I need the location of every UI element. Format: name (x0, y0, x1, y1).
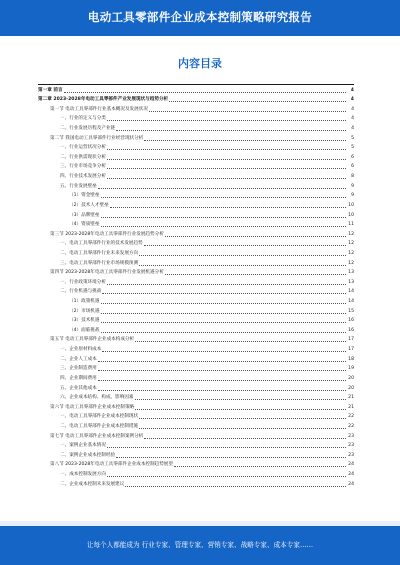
toc-entry-label: 第二章 2023-2028年电动工具零部件产业发展现状与趋势分析 (38, 97, 169, 103)
toc-leader-dots (101, 330, 347, 333)
toc-entry-label: 一、企业原材料成本 (60, 347, 102, 353)
toc-entry-page: 20 (348, 375, 354, 381)
toc-entry-page: 17 (348, 337, 354, 343)
toc-entry[interactable] (38, 306, 354, 316)
toc-entry[interactable] (38, 152, 354, 162)
toc-entry-page: 4 (351, 116, 354, 122)
toc-entry-label: （2）市场机遇 (69, 308, 100, 314)
toc-leader-dots (107, 474, 346, 477)
toc-entry-page: 4 (350, 97, 354, 103)
toc-leader-dots (107, 147, 346, 150)
toc-leader-dots (98, 388, 346, 391)
toc-entry[interactable] (38, 479, 354, 489)
toc-entry-label: 一、行业政策环境分析 (60, 279, 106, 285)
toc-entry-label: 四、企业期间费用 (60, 375, 97, 381)
toc-leader-dots (139, 426, 346, 429)
toc-leader-dots (116, 128, 346, 131)
toc-entry[interactable] (38, 171, 354, 181)
toc-entry-label: 二、企业人工成本 (60, 356, 97, 362)
toc-entry-label: 第八节 2023-2028年电动工具零部件企业成本控制趋势展望 (50, 462, 173, 468)
toc-leader-dots (101, 215, 347, 218)
toc-leader-dots (139, 263, 346, 266)
toc-entry-label: 一、电动工具零部件企业成本控制现状 (60, 414, 139, 420)
toc-entry-label: 第四节 2023-2028年电动工具零部件行业发展机遇分析 (50, 270, 164, 276)
toc-entry[interactable] (38, 95, 354, 105)
toc-entry-page: 22 (348, 423, 354, 429)
footer-strip (0, 521, 400, 526)
toc-entry-page: 13 (348, 279, 354, 285)
toc-leader-dots (116, 455, 346, 458)
toc-entry[interactable] (38, 123, 354, 133)
toc-leader-dots (64, 90, 346, 93)
toc-entry[interactable] (38, 85, 354, 95)
toc-entry[interactable] (38, 191, 354, 201)
toc-entry[interactable] (38, 383, 354, 393)
toc-heading: 内容目录 (178, 57, 222, 70)
toc-entry-page: 17 (348, 347, 354, 353)
toc-entry[interactable] (38, 441, 354, 451)
toc-entry-page: 5 (351, 145, 354, 151)
toc-entry-label: 三、企业制造费用 (60, 366, 97, 372)
toc-entry[interactable] (38, 287, 354, 297)
toc-entry-page: 8 (351, 174, 354, 180)
toc-entry-page: 12 (348, 231, 354, 237)
toc-entry-label: 第七节 电动工具零部件企业成本控制案例分析 (50, 433, 144, 439)
toc-entry-page: 14 (348, 289, 354, 295)
toc-entry-label: 二、行业供需现状分析 (60, 154, 106, 160)
toc-entry[interactable] (38, 239, 354, 249)
toc-leader-dots (135, 407, 346, 410)
footer-slogan: 让每个人都能成为 行业专家、管理专家、营销专家、战略专家、成本专家…… (86, 541, 314, 549)
toc-leader-dots (139, 253, 346, 256)
toc-entry-label: 第六节 电动工具零部件企业成本控制策略 (50, 404, 135, 410)
toc-entry-label: 第五节 电动工具零部件企业成本构成分析 (50, 337, 135, 343)
toc-entry-page: 23 (348, 433, 354, 439)
toc-entry-page: 10 (348, 212, 354, 218)
toc-entry-label: 二、行业发展历程及产业链 (60, 126, 116, 132)
toc-entry-page: 20 (348, 385, 354, 391)
toc-entry-label: 二、企业成本控制未来发展建议 (60, 481, 125, 487)
toc-entry[interactable] (38, 421, 354, 431)
toc-entry-page: 6 (351, 154, 354, 160)
toc-entry-label: （2）技术人才壁垒 (69, 202, 109, 208)
toc-leader-dots (110, 205, 346, 208)
toc-entry-page: 9 (351, 193, 354, 199)
toc-leader-dots (98, 368, 346, 371)
toc-leader-dots (107, 118, 346, 121)
toc-entry-page: 4 (351, 106, 354, 112)
toc-entry-label: 第二节 我国电动工具零部件行业经营现状分析 (50, 135, 144, 141)
toc-entry-label: （3）技术机遇 (69, 318, 100, 324)
toc-entry-page: 13 (348, 270, 354, 276)
toc-leader-dots (101, 301, 347, 304)
toc-entry[interactable] (38, 469, 354, 479)
toc-entry[interactable] (38, 450, 354, 460)
toc-entry-label: 六、企业成本结构、构成、影响因素 (60, 395, 134, 401)
toc-entry-label: 一、行业运营状况分析 (60, 145, 106, 151)
toc-entry-label: 一、电动工具零部件行业的技术发展趋势 (60, 241, 143, 247)
toc-leader-dots (98, 186, 346, 189)
toc-entry-label: 三、电动工具零部件行业市场规模预测 (60, 260, 139, 266)
toc-entry-label: 一、成本控制发展方向 (60, 471, 106, 477)
toc-entry-page: 24 (348, 481, 354, 487)
toc-entry-label: 一、案例企业基本情况 (60, 443, 106, 449)
page-footer (0, 521, 400, 565)
toc-entry-label: 五、企业其他成本 (60, 385, 97, 391)
toc-leader-dots (98, 359, 346, 362)
toc-entry-page: 6 (351, 164, 354, 170)
toc-leader-dots (149, 109, 346, 112)
toc-entry-label: （4）面临挑战 (69, 327, 100, 333)
toc-entry-label: （1）资金壁垒 (69, 193, 100, 199)
toc-entry[interactable] (38, 364, 354, 374)
toc-leader-dots (144, 138, 346, 141)
toc-entry-page: 16 (348, 318, 354, 324)
toc-leader-dots (135, 397, 346, 400)
toc-entry-page: 18 (348, 356, 354, 362)
toc-entry-page: 19 (348, 366, 354, 372)
toc-entry-page: 11 (348, 222, 354, 228)
toc-entry-page: 16 (348, 327, 354, 333)
toc-entry[interactable] (38, 354, 354, 364)
toc-entry[interactable] (38, 181, 354, 191)
toc-entry-label: （1）政策机遇 (69, 299, 100, 305)
report-title: 电动工具零部件企业成本控制策略研究报告 (87, 10, 313, 24)
toc-entry-page: 23 (348, 443, 354, 449)
toc-entry-label: 第一章 前言 (38, 87, 63, 93)
toc-leader-dots (144, 243, 346, 246)
toc-entry-page: 21 (348, 395, 354, 401)
toc-entry[interactable] (38, 412, 354, 422)
toc-leader-dots (107, 282, 346, 285)
toc-leader-dots (125, 484, 346, 487)
toc-entry-label: 二、电动工具零部件企业成本控制措施 (60, 423, 139, 429)
toc-entry-label: 五、行业发展壁垒 (60, 183, 97, 189)
toc-entry[interactable] (38, 210, 354, 220)
toc-entry-page: 12 (348, 260, 354, 266)
toc-entry[interactable] (38, 248, 354, 258)
toc-entry-page: 24 (348, 462, 354, 468)
toc-entry-page: 14 (348, 299, 354, 305)
toc-entry[interactable] (38, 133, 354, 143)
toc-entry[interactable] (38, 460, 354, 470)
toc-leader-dots (107, 176, 346, 179)
toc-entry[interactable] (38, 143, 354, 153)
toc-entry-page: 4 (350, 87, 354, 93)
toc-leader-dots (102, 291, 346, 294)
toc-entry-page: 23 (348, 452, 354, 458)
toc-leader-dots (135, 339, 346, 342)
toc-leader-dots (102, 349, 346, 352)
toc-leader-dots (98, 378, 346, 381)
toc-entry-label: 一、行业的定义与分类 (60, 116, 106, 122)
toc-entry-page: 9 (351, 183, 354, 189)
toc-entry-label: 四、行业技术发展分析 (60, 174, 106, 180)
toc-entry-label: （3）品牌壁垒 (69, 212, 100, 218)
toc-entry-label: （4）资质壁垒 (69, 222, 100, 228)
toc-entry[interactable] (38, 431, 354, 441)
toc-entry[interactable] (38, 344, 354, 354)
toc-entry[interactable] (38, 296, 354, 306)
toc-entry-label: 第一节 电动工具零部件行业基本概况及发展状况 (50, 106, 148, 112)
toc-entry[interactable] (38, 277, 354, 287)
toc-entry-page: 5 (351, 135, 354, 141)
toc-entry-page: 4 (351, 126, 354, 132)
toc-entry-page: 15 (348, 308, 354, 314)
page-header (0, 0, 400, 36)
toc-entry[interactable] (38, 373, 354, 383)
toc-entry-page: 24 (348, 471, 354, 477)
toc-entry[interactable] (38, 325, 354, 335)
toc-entry-page: 10 (348, 202, 354, 208)
toc-entry-page: 12 (348, 241, 354, 247)
toc-entry[interactable] (38, 104, 354, 114)
toc-entry-label: 三、行业市场竞争分析 (60, 164, 106, 170)
toc-entry[interactable] (38, 200, 354, 210)
toc-entry[interactable] (38, 402, 354, 412)
toc-leader-dots (107, 157, 346, 160)
toc-entry[interactable] (38, 335, 354, 345)
toc-entry[interactable] (38, 229, 354, 239)
toc-entry[interactable] (38, 258, 354, 268)
toc-leader-dots (107, 445, 346, 448)
toc-entry-page: 12 (348, 250, 354, 256)
toc-entry[interactable] (38, 220, 354, 230)
toc-entry-label: 二、电动工具零部件行业未来发展方向 (60, 250, 139, 256)
toc-leader-dots (144, 436, 346, 439)
toc-entry[interactable] (38, 393, 354, 403)
toc-entry-label: 第三节 2023-2028年电动工具零部件行业发展趋势分析 (50, 231, 164, 237)
toc-leader-dots (139, 416, 346, 419)
toc-entry[interactable] (38, 268, 354, 278)
table-of-contents (38, 84, 354, 489)
toc-entry[interactable] (38, 114, 354, 124)
toc-leader-dots (101, 224, 347, 227)
toc-entry[interactable] (38, 162, 354, 172)
toc-leader-dots (169, 99, 346, 102)
toc-entry-page: 22 (348, 414, 354, 420)
toc-leader-dots (107, 166, 346, 169)
toc-leader-dots (101, 320, 347, 323)
toc-leader-dots (101, 311, 347, 314)
toc-entry-label: 二、案例企业成本控制经验 (60, 452, 116, 458)
toc-leader-dots (174, 464, 346, 467)
toc-leader-dots (101, 195, 347, 198)
toc-entry-page: 21 (348, 404, 354, 410)
toc-leader-dots (165, 234, 346, 237)
toc-entry[interactable] (38, 316, 354, 326)
toc-entry-label: 二、行业机遇与挑战 (60, 289, 102, 295)
toc-leader-dots (165, 272, 346, 275)
